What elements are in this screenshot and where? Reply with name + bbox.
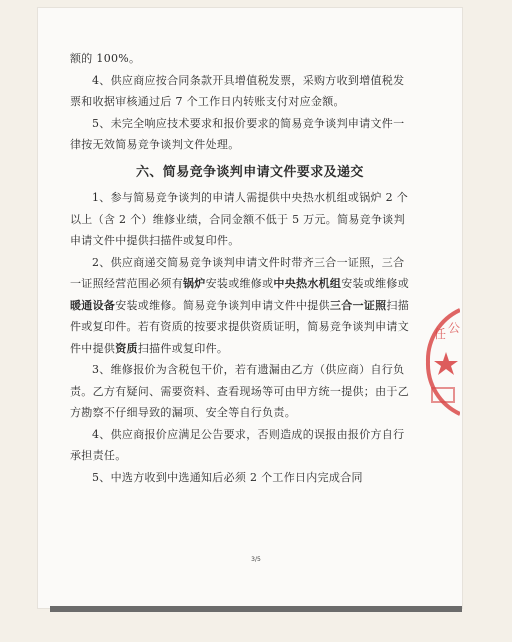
item-2-text-1: 2、供应商递交简易竞争谈判申请文件时带齐三合一证照，三合一证照经营范围必须有 <box>70 255 405 290</box>
item-2-text-5: 扫描件或复印件。若有资质的按要求提供资质证明，简易竞争谈判申请文件中提供 <box>70 298 410 355</box>
paragraph-continuation: 额的 100%。 <box>70 52 141 65</box>
item-1-performance-requirement: 1、参与简易竞争谈判的申请人需提供中央热水机组或锅炉 2 个以上（含 2 个）维修业绩，合同金额不低于 5 万元。简易竞争谈判申请文件中提供扫描件或复印件。 <box>70 191 408 247</box>
item-2-text-3: 安装或维修或 <box>341 277 410 290</box>
item-2-bold-license: 三合一证照 <box>329 298 387 312</box>
company-seal-stamp <box>418 302 460 420</box>
paragraph-invoice-payment: 4、供应商应按合同条款开具增值税发票，采购方收到增值税发票和收据审核通过后 7 个工作日内转账支付对应金额。 <box>70 73 405 108</box>
item-2-bold-hvac: 暖通设备 <box>70 298 116 312</box>
svg-text:公: 公 <box>448 321 460 335</box>
section-heading: 六、简易竞争谈判申请文件要求及递交 <box>136 164 364 180</box>
scanner-edge-shadow <box>50 606 462 612</box>
item-2-text-2: 安装或维修或 <box>205 277 274 290</box>
item-2-license-requirement <box>70 252 410 360</box>
item-2-bold-boiler: 锅炉 <box>183 277 206 290</box>
item-5-contract: 5、中选方收到中选通知后必须 2 个工作日内完成合同 <box>92 470 363 484</box>
page-number: 3/5 <box>251 556 261 563</box>
item-2-text-6: 扫描件或复印件。 <box>137 341 229 355</box>
document-body <box>70 48 410 488</box>
paragraph-invalid-response: 5、未完全响应技术要求和报价要求的简易竞争谈判申请文件一律按无效简易竞争谈判文件处理。 <box>70 116 405 151</box>
item-2-text-4: 安装或维修。简易竞争谈判申请文件中提供 <box>115 298 330 312</box>
item-3-quotation: 3、维修报价为含税包干价，若有遗漏由乙方（供应商）自行负责。乙方有疑问、需要资料、查看现场等可由甲方统一提供；由于乙方勘察不仔细导致的漏项、安全等自行负责。 <box>70 363 409 419</box>
item-4-quotation-compliance: 4、供应商报价应满足公告要求，否则造成的误报由报价方自行承担责任。 <box>70 427 405 462</box>
item-2-bold-qualification: 资质 <box>115 341 138 355</box>
item-2-bold-hot-water-unit: 中央热水机组 <box>273 277 342 290</box>
svg-text:任: 任 <box>434 327 447 341</box>
